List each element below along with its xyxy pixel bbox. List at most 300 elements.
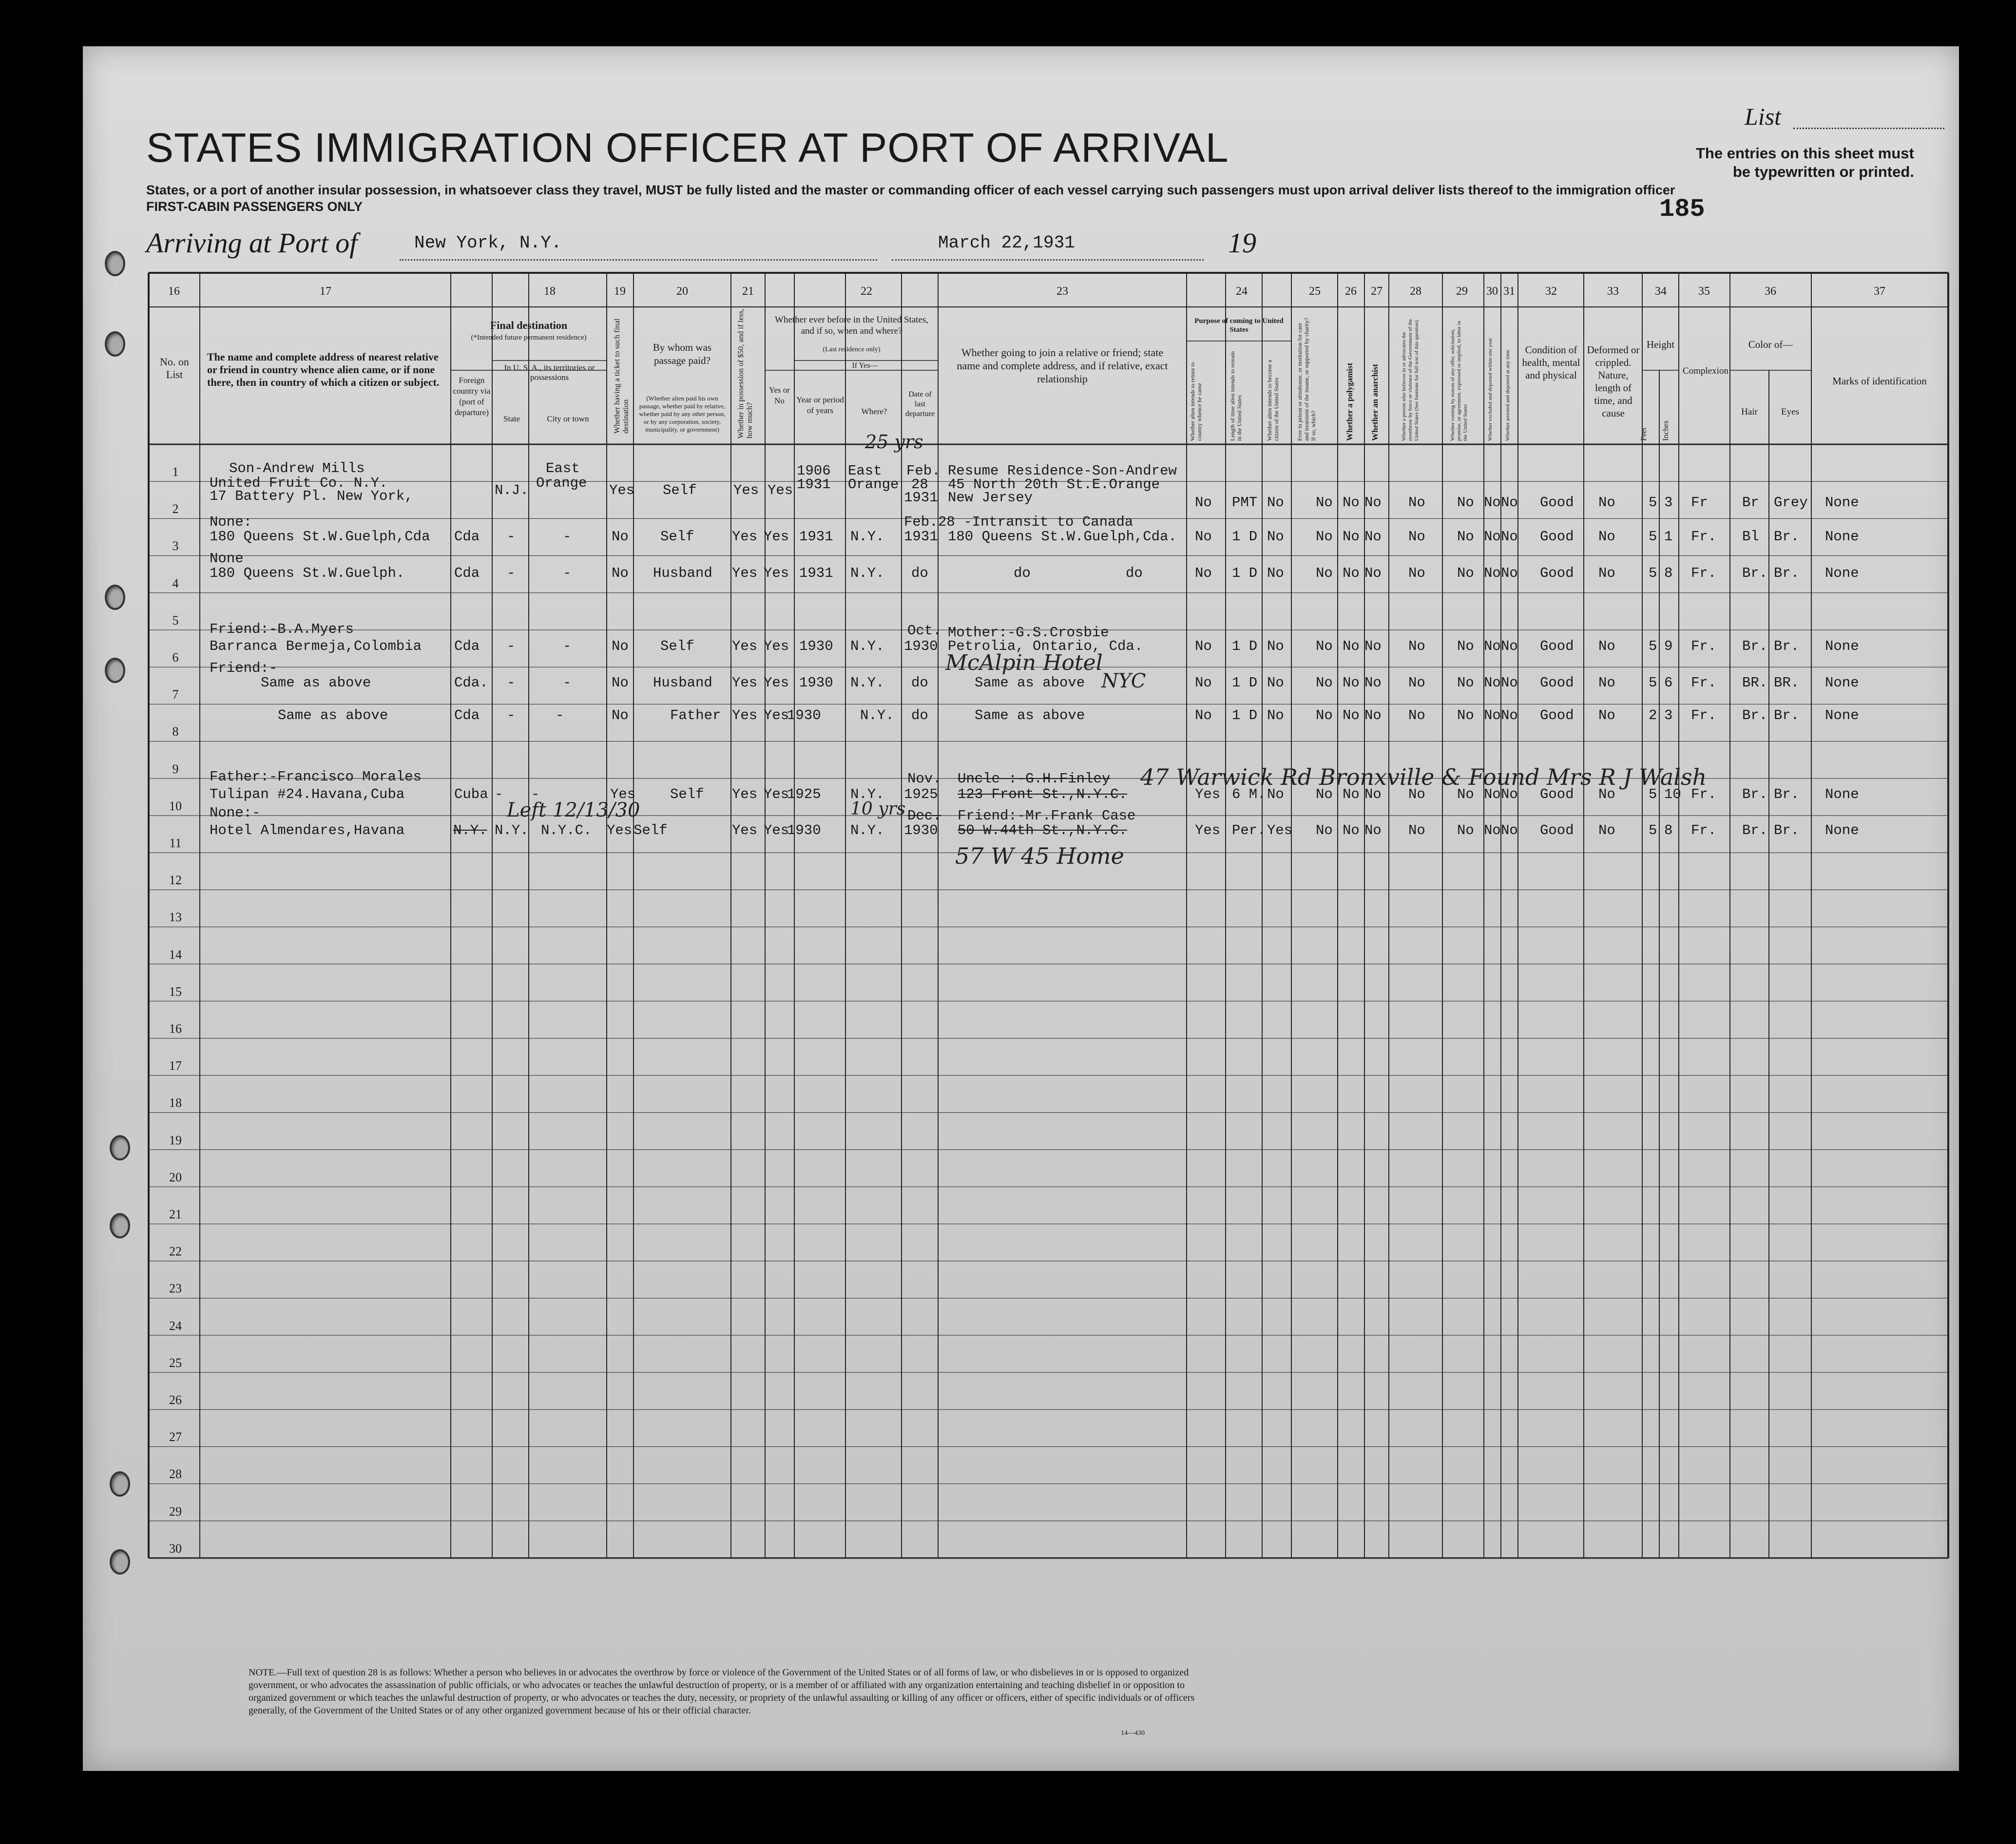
entry-text: New Jersey [948, 490, 1033, 506]
entry-text: No [1316, 565, 1333, 581]
entry-text: 9 [1664, 638, 1673, 654]
entry-text: Friend:-Mr.Frank Case [958, 808, 1136, 824]
row-number: 27 [169, 1430, 182, 1445]
entry-text: Petrolia, Ontario, Cda. [948, 638, 1143, 654]
handwritten-note: 10 yrs [850, 799, 906, 819]
column-number: 27 [1371, 285, 1382, 298]
entry-text: Br. [1742, 565, 1768, 581]
column-number: 35 [1698, 285, 1710, 298]
entry-text: No [1598, 529, 1615, 545]
header-purpose: Purpose of coming to United States [1194, 317, 1284, 334]
row-number: 29 [169, 1504, 182, 1519]
header-anarchist: Whether an anarchist [1370, 363, 1380, 441]
column-number: 30 [1486, 285, 1498, 298]
entry-text: No [1316, 494, 1333, 511]
form-title: STATES IMMIGRATION OFFICER AT PORT OF ARRIVAL [146, 125, 1229, 171]
form-instruction: States, or a port of another insular possession, in whatsoever class they travel, MUST be fully listed and the master or commanding officer of each vessel carrying such passengers must upon arrival deliver lists thereof to the immigration officer [146, 183, 1675, 197]
row-number: 22 [169, 1244, 182, 1259]
entry-text: Yes [733, 482, 759, 498]
entry-text: 1 D [1232, 707, 1258, 723]
entry-text: No [1267, 565, 1284, 581]
entry-text: 1931 [799, 565, 833, 581]
entry-text: No [1316, 675, 1333, 691]
entry-text: No [1316, 822, 1333, 838]
entry-text: No [1501, 786, 1518, 802]
entry-text: None [1825, 529, 1859, 545]
entry-text: Uncle :-G.H.Finley [958, 771, 1111, 787]
header-before-us-sub: (Last residence only) [823, 346, 881, 353]
header-passage-paid: By whom was passage paid? [653, 342, 712, 366]
entry-text: No [1457, 707, 1474, 723]
punch-hole [110, 1135, 130, 1160]
entry-text: Br. [1774, 786, 1800, 802]
entry-text: Dec. [907, 808, 941, 824]
entry-text: None [1825, 675, 1859, 691]
entry-text: No [1267, 675, 1284, 691]
entry-text: No [1364, 494, 1382, 511]
date-value: March 22,1931 [938, 233, 1075, 253]
row-number: 12 [169, 873, 182, 888]
header-hair: Hair [1741, 407, 1758, 417]
entry-text: 1925 [904, 786, 938, 802]
entry-text: Nov. [907, 771, 941, 787]
entry-text: No [612, 565, 629, 581]
row-number: 5 [172, 613, 179, 627]
entry-text: No [1267, 638, 1284, 654]
punch-hole [110, 1549, 130, 1575]
entry-text: 5 [1649, 565, 1657, 581]
entry-text: Cda [454, 707, 480, 723]
entry-text: Yes [732, 675, 758, 691]
punch-hole [105, 658, 125, 683]
entry-text: do [1126, 565, 1143, 581]
entry-text: do [1014, 565, 1031, 581]
entry-text: N.Y. [850, 822, 884, 838]
entry-text: do [911, 565, 928, 581]
entry-text: 5 [1649, 529, 1657, 545]
entry-text: No [1484, 675, 1501, 691]
entry-text: 1 D [1232, 565, 1258, 581]
entry-text: Yes [732, 638, 758, 654]
row-number: 30 [169, 1541, 182, 1556]
header-state: State [503, 414, 520, 423]
entry-text: 1930 [904, 638, 938, 654]
entry-text: No [1343, 529, 1360, 545]
entry-text: N.Y. [850, 565, 884, 581]
header-prison: Ever in prison or almshouse, or institution for care and treatment of the insane, or supported by charity? If so, which? [1296, 318, 1317, 441]
entry-text: 45 North 20th St.E.Orange [948, 476, 1160, 493]
entries-note-line1: The entries on this sheet must [1696, 145, 1914, 162]
entry-text: Orange [536, 475, 587, 491]
entry-text: PMT [1232, 494, 1258, 511]
entry-text: No [1364, 822, 1382, 838]
entry-text: East [848, 463, 882, 479]
header-31: Whether arrested and deported at any time [1505, 350, 1511, 441]
entry-text: No [1457, 786, 1474, 802]
entry-text: No [1484, 822, 1501, 838]
entry-text: No [1457, 494, 1474, 511]
entry-text: 1906 [797, 463, 831, 479]
entry-text: - [507, 529, 516, 545]
row-number: 25 [169, 1355, 182, 1370]
entry-text: Cuba [454, 786, 488, 802]
header-usa: In U. S. A., its territories or possessions [504, 363, 595, 382]
row-number: 1 [172, 465, 179, 479]
entry-text: 180 Queens St.W.Guelph. [210, 565, 405, 581]
entry-text: Yes [764, 638, 789, 654]
entry-text: - [563, 638, 572, 654]
header-height: Height [1646, 339, 1675, 350]
entry-text: No [1408, 494, 1425, 511]
entry-text: No [1501, 565, 1518, 581]
entry-text: Fr. [1691, 529, 1717, 545]
entry-text: Good [1540, 565, 1574, 581]
entry-text: Friend:- [210, 660, 278, 676]
entry-text: - [531, 786, 540, 802]
entry-text: Yes [1195, 822, 1221, 838]
entry-text: No [1457, 822, 1474, 838]
entry-text: N.J. [495, 482, 529, 498]
entry-text: None:- [210, 805, 261, 821]
entry-text: Self [660, 638, 694, 654]
header-polygamist: Whether a polygamist [1345, 362, 1354, 441]
entry-text: Barranca Bermeja,Colombia [210, 638, 422, 654]
entry-text: Husband [653, 675, 712, 691]
entry-text: No [1343, 638, 1360, 654]
entry-text: BR. [1774, 675, 1800, 691]
port-value: New York, N.Y. [414, 233, 562, 253]
page-number: 185 [1659, 195, 1705, 224]
row-number: 13 [169, 910, 182, 925]
entry-text: Yes [764, 822, 789, 838]
entry-text: Same as above [261, 675, 371, 691]
punch-hole [105, 585, 125, 610]
header-deformed: Deformed or crippled. Nature, length of time, and cause [1587, 344, 1640, 419]
entry-text: No [1195, 707, 1212, 723]
handwritten-note: NYC [1101, 670, 1146, 692]
header-final-destination: Final destination [490, 319, 568, 331]
entry-text: Yes [768, 482, 793, 498]
column-number: 25 [1309, 285, 1321, 298]
column-number: 29 [1456, 285, 1468, 298]
entry-text: 5 [1649, 494, 1657, 511]
entry-text: Grey [1774, 494, 1808, 511]
entry-text: 6 [1664, 675, 1673, 691]
entry-text: No [1501, 822, 1518, 838]
column-number: 20 [676, 285, 688, 298]
entry-text: Hotel Almendares,Havana [210, 822, 405, 838]
entry-text: No [1484, 707, 1501, 723]
entry-text: No [612, 638, 629, 654]
entry-text: Cda [454, 565, 480, 581]
entry-text: No [1343, 494, 1360, 511]
entry-text: N.Y. [850, 638, 884, 654]
arriving-label: Arriving at Port of [146, 227, 358, 259]
entry-text: Br. [1774, 822, 1800, 838]
entry-text: 8 [1664, 822, 1673, 838]
entry-text: No [1195, 565, 1212, 581]
entry-text: No [1267, 707, 1284, 723]
entry-text: No [1408, 675, 1425, 691]
entry-text: Fr. [1691, 786, 1717, 802]
entry-text: No [1364, 786, 1382, 802]
entry-text: 1931 [799, 529, 833, 545]
header-inches: Inches [1662, 420, 1670, 441]
entry-text: No [1501, 707, 1518, 723]
entry-text: - [507, 638, 516, 654]
header-color: Color of— [1748, 339, 1793, 350]
header-passage-paid-sub: (Whether alien paid his own passage, whether paid by relative, whether paid by any other person, or by any corporation, society, municipality, or government) [639, 395, 726, 433]
entry-text: Friend:-B.A.Myers [210, 621, 354, 637]
entry-text: Resume Residence-Son-Andrew [948, 463, 1177, 479]
entry-text: Good [1540, 822, 1574, 838]
column-number: 16 [168, 285, 180, 298]
entry-text: Self [670, 786, 704, 802]
header-24b: Length of time alien intends to remain in the United States [1229, 351, 1243, 441]
entry-text: Son-Andrew Mills [229, 460, 365, 476]
entry-text: - [563, 529, 572, 545]
entry-text: 8 [1664, 565, 1673, 581]
entry-text: Yes [764, 707, 789, 723]
header-24c: Whether alien intends to become a citizen of the United States [1266, 360, 1280, 441]
handwritten-note: 47 Warwick Rd Bronxville & Found Mrs R J Walsh [1140, 764, 1707, 790]
entry-text: 1 D [1232, 638, 1258, 654]
entry-text: None [210, 551, 244, 567]
entry-text: Good [1540, 529, 1574, 545]
entry-text: N.Y. [850, 529, 884, 545]
entry-text: Same as above [975, 675, 1085, 691]
entry-text: 2 [1649, 707, 1657, 723]
entry-text: Cda [454, 638, 480, 654]
row-number: 7 [172, 687, 179, 702]
row-number: 14 [169, 947, 182, 962]
entry-text: Good [1540, 786, 1574, 802]
header-year: Year or period of years [796, 395, 844, 415]
entry-text: Fr. [1691, 565, 1717, 581]
entry-text: No [1195, 675, 1212, 691]
header-date-departure: Date of last departure [905, 390, 935, 418]
column-number: 18 [544, 285, 556, 298]
entry-text: Yes [732, 565, 758, 581]
entry-text: No [1195, 638, 1212, 654]
entry-text: 1931 [797, 476, 831, 493]
entry-text: Mother:-G.S.Crosbie [948, 625, 1109, 641]
header-if-yes: If Yes— [852, 361, 878, 370]
entry-text: Good [1540, 707, 1574, 723]
entry-text: No [1316, 707, 1333, 723]
entry-text: Yes [610, 786, 636, 802]
column-number: 33 [1607, 285, 1619, 298]
entry-text: 17 Battery Pl. New York, [210, 488, 413, 504]
column-number: 21 [742, 285, 754, 298]
entry-text: 6 M. [1232, 786, 1266, 802]
header-marks: Marks of identification [1832, 375, 1927, 387]
entry-text: Bl [1742, 529, 1759, 545]
column-number: 23 [1056, 285, 1068, 298]
entry-text: Yes [764, 529, 789, 545]
row-number: 11 [169, 836, 182, 850]
row-number: 28 [169, 1467, 182, 1482]
row-number: 23 [169, 1281, 182, 1296]
list-label: List [1745, 103, 1782, 130]
entry-text: No [1598, 638, 1615, 654]
entry-text: None [1825, 494, 1859, 511]
entry-text: None [1825, 638, 1859, 654]
entry-text: Yes [764, 675, 789, 691]
entry-text: Cda [454, 529, 480, 545]
entry-text: No [1484, 638, 1501, 654]
row-number: 15 [169, 984, 182, 999]
entry-text: N.Y.C. [541, 822, 592, 838]
entry-text: - [563, 675, 572, 691]
entry-text: No [1484, 529, 1501, 545]
column-number: 22 [861, 285, 872, 298]
entry-text: No [1343, 707, 1360, 723]
entry-text: Self [634, 822, 668, 838]
entry-text: No [1408, 707, 1425, 723]
column-number: 37 [1874, 285, 1885, 298]
row-number: 10 [169, 798, 182, 813]
header-foreign-country: Foreign country via (port of departure) [453, 376, 491, 417]
entry-text: 1931 [904, 529, 938, 545]
entry-text: 1931 [904, 490, 938, 506]
entry-text: Br. [1742, 638, 1768, 654]
entry-text: No [1364, 529, 1382, 545]
entry-text: 1930 [787, 707, 821, 723]
entry-text: Br. [1774, 529, 1800, 545]
entry-text: 1925 [787, 786, 821, 802]
column-number: 24 [1236, 285, 1248, 298]
entry-text: 1930 [904, 822, 938, 838]
header-no-on-list: No. on List [160, 356, 189, 380]
row-number: 18 [169, 1096, 182, 1110]
entry-text: Father [670, 707, 721, 723]
entry-text: Feb. [906, 463, 941, 479]
entry-text: 3 [1664, 707, 1673, 723]
entry-text: Self [660, 529, 694, 545]
entry-text: - [563, 565, 572, 581]
column-number: 32 [1545, 285, 1557, 298]
row-number: 2 [172, 502, 179, 516]
entry-text: No [1408, 529, 1425, 545]
punch-hole [110, 1471, 130, 1497]
entry-text: Husband [653, 565, 712, 581]
row-number: 8 [172, 724, 179, 739]
column-number: 17 [320, 285, 331, 298]
entry-text: No [612, 675, 629, 691]
entry-text: - [495, 786, 503, 802]
entry-text: BR. [1742, 675, 1768, 691]
year-prefix: 19 [1228, 227, 1256, 259]
entry-text: 3 [1664, 494, 1673, 511]
entry-text: No [1343, 786, 1360, 802]
entry-text: 28 -Intransit to Canada [938, 514, 1133, 530]
entry-text: No [1267, 529, 1284, 545]
entry-text: No [1267, 786, 1284, 802]
entry-text: East [546, 460, 580, 476]
entry-text: do [911, 675, 928, 691]
entry-text: Br. [1742, 786, 1768, 802]
header-ticket: Whether having a ticket to such final destination [613, 318, 630, 434]
entry-text: No [1501, 638, 1518, 654]
punch-hole [105, 331, 125, 357]
entry-text: No [1457, 529, 1474, 545]
entry-text: N.Y. [850, 786, 884, 802]
entry-text: No [612, 707, 629, 723]
entry-text: Orange [848, 476, 899, 493]
entry-text: Yes [764, 565, 789, 581]
entry-text: Yes [732, 529, 758, 545]
entry-text: N.Y. [495, 822, 529, 838]
header-relative: The name and complete address of nearest relative or friend in country whence alien came, or if none there, then in country of which a citizen or subject. [207, 351, 440, 388]
row-number: 21 [169, 1207, 182, 1221]
entry-text: 123 Front St.,N.Y.C. [958, 786, 1128, 802]
header-28: Whether a person who believes in or advocates the overthrow by force or violence of the Government of the United States (See footnote for full text of this question) [1401, 319, 1420, 441]
row-number: 16 [169, 1022, 182, 1036]
header-complexion: Complexion [1683, 366, 1728, 376]
entry-text: None [1825, 707, 1859, 723]
entry-text: - [556, 707, 564, 723]
entry-text: No [1484, 786, 1501, 802]
entry-text: 50 W.44th St.,N.Y.C. [958, 822, 1128, 838]
entry-text: do [911, 707, 928, 723]
punch-hole [110, 1213, 130, 1238]
entry-text: No [1598, 786, 1615, 802]
entry-text: No [1598, 822, 1615, 838]
row-number: 26 [169, 1393, 182, 1407]
handwritten-note: McAlpin Hotel [945, 650, 1103, 675]
entry-text: No [1316, 638, 1333, 654]
entry-text: No [1408, 786, 1425, 802]
entry-text: No [1598, 707, 1615, 723]
entry-text: Yes [732, 822, 758, 838]
header-feet: Feet [1640, 427, 1648, 441]
entry-text: 180 Queens St.W.Guelph,Cda. [948, 529, 1177, 545]
entry-text: No [1457, 675, 1474, 691]
entry-text: Br. [1774, 638, 1800, 654]
entry-text: No [1195, 494, 1212, 511]
entry-text: Oct. [907, 623, 941, 639]
entry-text: 180 Queens St.W.Guelph,Cda [210, 529, 430, 545]
entry-text: Same as above [975, 707, 1085, 723]
entry-text: Cda. [454, 675, 488, 691]
entry-text: Good [1540, 638, 1574, 654]
row-number: 6 [172, 650, 179, 665]
entry-text: Per. [1232, 822, 1266, 838]
entry-text: No [1316, 786, 1333, 802]
entry-text: No [1484, 565, 1501, 581]
column-number: 34 [1655, 285, 1667, 298]
entry-text: Br [1742, 494, 1759, 511]
entry-text: No [1343, 822, 1360, 838]
entry-text: No [1408, 638, 1425, 654]
header-fifty: Whether in possession of $50, and if less, how much? [737, 308, 754, 438]
entry-text: N.Y. [860, 707, 894, 723]
handwritten-note: Left 12/13/30 [507, 799, 640, 821]
entry-text: Feb. [904, 514, 938, 530]
entry-text: Yes [1195, 786, 1221, 802]
entries-note-line2: be typewritten or printed. [1732, 163, 1914, 180]
entry-text: Fr [1691, 494, 1708, 511]
handwritten-note: 57 W 45 Home [955, 843, 1124, 869]
entry-text: United Fruit Co. N.Y. [210, 475, 388, 491]
entry-text: Br. [1774, 707, 1800, 723]
entry-text: Father:-Francisco Morales [210, 769, 422, 785]
entry-text: No [1364, 565, 1382, 581]
row-number: 4 [172, 576, 179, 590]
entry-text: Self [663, 482, 697, 498]
entry-text: No [612, 529, 629, 545]
